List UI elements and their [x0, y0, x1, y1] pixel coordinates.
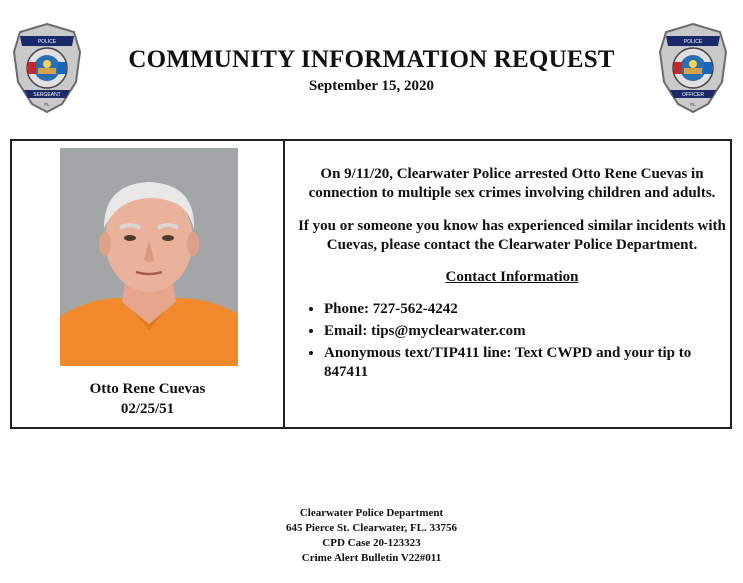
bulletin-details: [292, 165, 732, 385]
subject-name: Otto Rene Cuevas: [89, 381, 206, 397]
column-divider: [283, 141, 285, 427]
contact-list: [292, 300, 732, 382]
contact-tip-line: • Anonymous text/TIP411 line: Text CWPD and your tip to 847411: [324, 344, 732, 382]
svg-text:FL: FL: [690, 102, 696, 107]
mugshot-photo: [60, 148, 238, 366]
footer-case-number: CPD Case 20-123323: [322, 537, 421, 549]
footer-address: 645 Pierce St. Clearwater, FL. 33756: [285, 522, 458, 534]
contact-heading: Contact Information: [445, 269, 579, 285]
bulletin-box: [10, 139, 732, 429]
svg-text:POLICE: POLICE: [683, 39, 703, 45]
arrest-paragraph: On 9/11/20, Clearwater Police arrested Otto Rene Cuevas in connection to multiple sex crimes involving children and adults.: [308, 166, 716, 201]
contact-email: • Email: tips@myclearwater.com: [324, 322, 732, 341]
subject-dob: 02/25/51: [120, 401, 175, 417]
contact-phone: • Phone: 727-562-4242: [324, 300, 732, 319]
svg-text:FL: FL: [44, 102, 50, 107]
svg-text:SERGEANT: SERGEANT: [33, 92, 61, 98]
footer: [0, 506, 743, 566]
bulletin-date: September 15, 2020: [308, 78, 435, 94]
svg-text:POLICE: POLICE: [37, 39, 57, 45]
footer-department: Clearwater Police Department: [299, 507, 444, 519]
footer-bulletin-number: Crime Alert Bulletin V22#011: [301, 552, 442, 564]
request-paragraph: If you or someone you know has experienced similar incidents with Cuevas, please contact the Clearwater Police Department.: [298, 218, 726, 253]
svg-text:OFFICER: OFFICER: [682, 92, 704, 98]
page-title: COMMUNITY INFORMATION REQUEST: [128, 46, 615, 73]
